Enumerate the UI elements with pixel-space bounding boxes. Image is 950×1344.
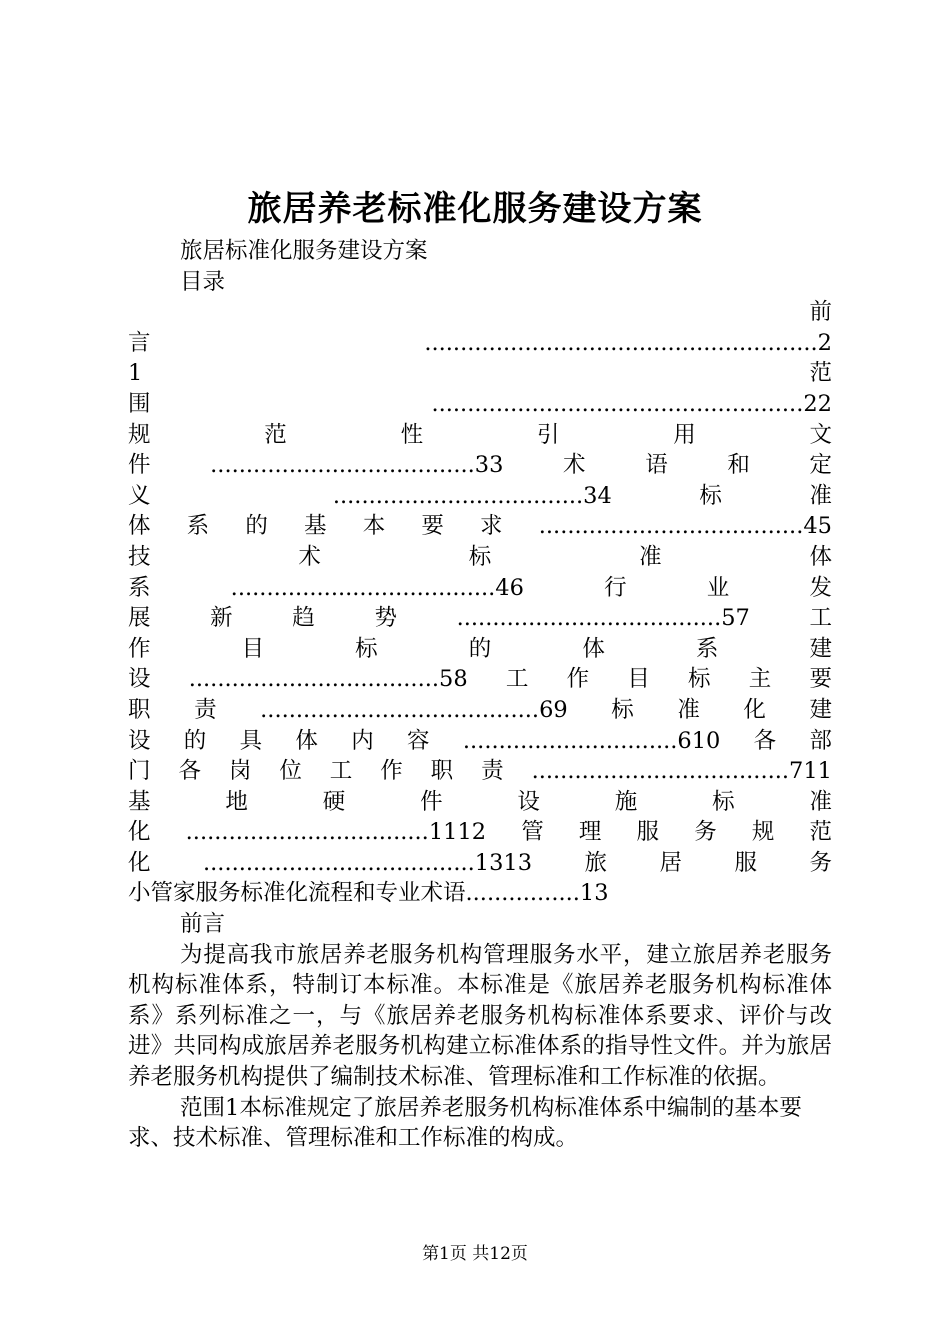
toc-line: 职责.......................................69标准化建 [128,696,832,723]
toc-line: 设的具体内容..............................610各部 [128,727,832,754]
toc-line: 规范性引用文 [128,421,832,448]
toc-line: 系.....................................46行业发 [128,574,832,601]
toc-line: 围 ....................................................22 [128,390,832,417]
preface-paragraph: 为提高我市旅居养老服务机构管理服务水平，建立旅居养老服务机构标准体系，特制订本标准。本标准是《旅居养老服务机构标准体系》系列标准之一，与《旅居养老服务机构标准体系要求、评价与改进》共同构成旅居养老服务机构建立标准体系的指导性文件。并为旅居养老服务机构提供了编制技术标准、管理标准和工作标准的依据。 [128,941,832,1091]
toc-line: 门各岗位工作职责....................................711 [128,758,832,785]
toc-line: 前 [809,299,832,326]
toc-line: 基地硬件设施标准 [128,788,832,815]
document-title: 旅居养老标准化服务建设方案 [247,189,703,229]
document-body [128,236,832,1154]
preface-heading: 前言 [180,911,226,938]
toc-line: 化......................................1313旅居服务 [128,849,832,876]
toc-line: 作目标的体系建 [128,635,832,662]
toc-line: 体系的基本要求.....................................45 [128,513,832,540]
toc-line: 展新趋势.....................................57工 [128,605,832,632]
document-subtitle: 旅居标准化服务建设方案 [180,238,428,264]
toc-line: 义 ...................................34标准 [128,482,832,509]
page-number: 第1页 共12页 [422,1244,528,1264]
table-of-contents [128,297,832,909]
toc-line: 设...................................58工作目标主要 [128,666,832,693]
toc-line: 小管家服务标准化流程和专业术语................13 [128,880,609,907]
toc-line: 1范 [128,360,832,387]
toc-line: 件.....................................33术语和定 [128,452,832,479]
toc-line: 技术标准体 [128,543,832,570]
scope-paragraph: 范围1本标准规定了旅居养老服务机构标准体系中编制的基本要求、技术标准、管理标准和工作标准的构成。 [128,1094,802,1152]
toc-line: 化..................................1112管理服务规范 [128,819,832,846]
toc-line: 言.......................................................2 [128,329,832,356]
toc-heading: 目录 [180,268,226,295]
